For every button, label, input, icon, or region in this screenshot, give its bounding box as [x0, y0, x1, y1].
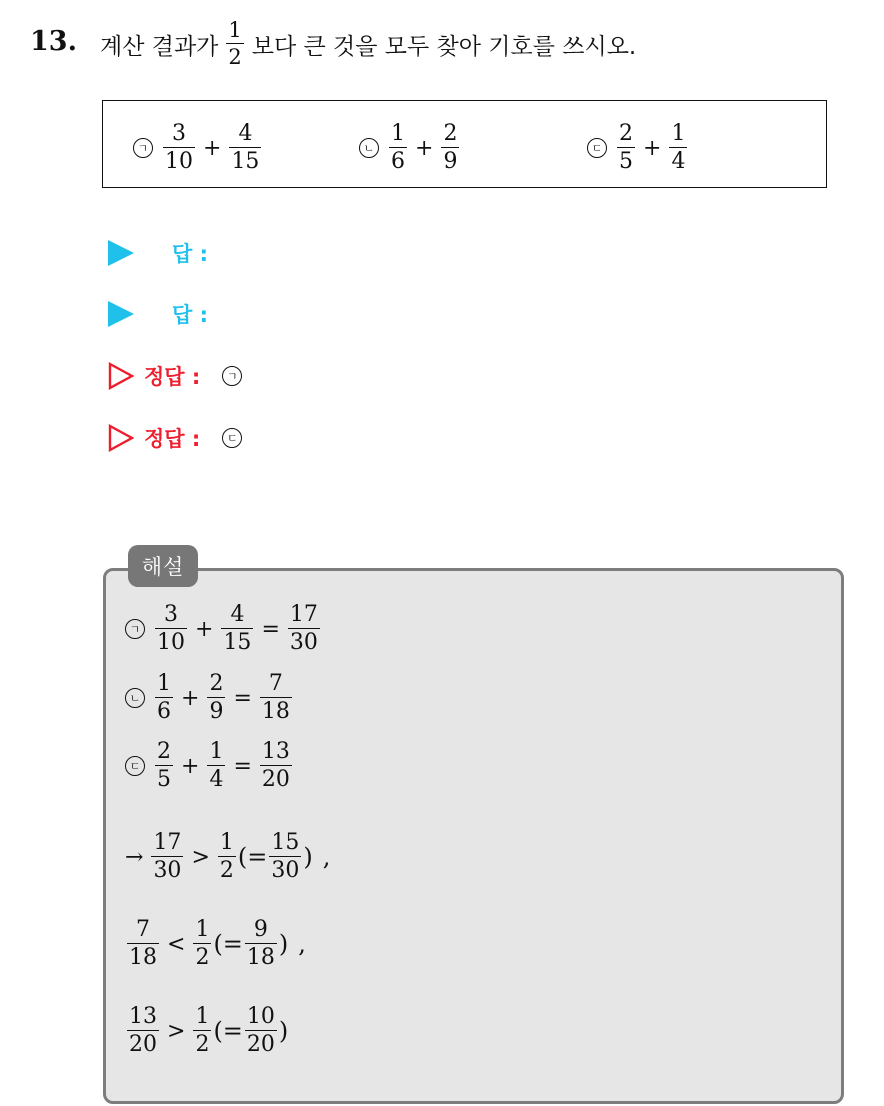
comparison-line-3: [125, 1006, 288, 1056]
choice-c: [587, 123, 689, 173]
comma: ,: [322, 843, 331, 871]
equals-sign: =: [233, 753, 252, 779]
fraction-denominator: 2: [228, 45, 242, 69]
fraction: $\frac{2}{5}$: [619, 121, 633, 174]
fraction: $\frac{1}{4}$: [209, 739, 224, 792]
fraction: $\frac{2}{5}$: [157, 739, 171, 792]
solution-line-c: [125, 741, 294, 791]
fraction: $\frac{7}{18}$: [129, 917, 157, 970]
plus-sign: +: [643, 135, 662, 161]
solution-line-b: [125, 673, 294, 723]
fraction-numerator: 1: [228, 18, 242, 42]
choice-box: [102, 100, 827, 188]
half-fraction: $\frac{1}{2}$: [195, 917, 210, 970]
open-paren: (=: [237, 843, 268, 871]
choice-mark: ㄱ: [133, 138, 153, 158]
fraction: $\frac{2}{9}$: [209, 671, 224, 724]
outline-arrow-icon: [108, 424, 134, 452]
comma: ,: [298, 930, 306, 958]
equivalent-fraction: $\frac{15}{30}$: [271, 830, 300, 883]
fraction: $\frac{1}{4}$: [671, 121, 686, 174]
answer-row-1[interactable]: [108, 238, 208, 268]
play-arrow-icon: [108, 301, 134, 327]
question-text-before: 계산 결과가: [100, 33, 219, 60]
question-text-after: 보다 큰 것을 모두 찾아 기호를 쓰시오.: [251, 33, 637, 60]
answer-label: 답 :: [172, 303, 208, 327]
comparison-line-2: [125, 919, 306, 969]
comparison-sign: >: [167, 1018, 186, 1044]
fraction: $\frac{17}{30}$: [153, 830, 182, 883]
comparison-line-1: [125, 832, 330, 882]
fraction: $\frac{1}{6}$: [391, 121, 405, 174]
fraction: $\frac{3}{10}$: [157, 602, 185, 655]
correct-answer-mark: ㄷ: [222, 428, 242, 448]
close-paren: ): [278, 930, 289, 958]
close-paren: ): [278, 1017, 289, 1045]
open-paren: (=: [213, 1017, 243, 1045]
answer-row-2[interactable]: [108, 299, 208, 329]
play-arrow-icon: [108, 240, 134, 266]
fraction: $\frac{3}{10}$: [165, 121, 193, 174]
close-paren: ): [303, 843, 313, 871]
plus-sign: +: [195, 616, 214, 642]
fraction: $\frac{4}{15}$: [223, 602, 252, 655]
half-fraction: $\frac{1}{2}$: [219, 830, 234, 883]
choice-mark: ㄷ: [125, 756, 145, 776]
fraction: $\frac{2}{9}$: [443, 121, 458, 174]
fraction: $\frac{13}{20}$: [129, 1004, 157, 1057]
correct-label: 정답 :: [144, 365, 201, 389]
equivalent-fraction: $\frac{10}{20}$: [246, 1004, 275, 1057]
answer-label: 답 :: [172, 242, 208, 266]
open-paren: (=: [213, 930, 243, 958]
plus-sign: +: [181, 753, 200, 779]
half-fraction: $\frac{1}{2}$: [195, 1004, 210, 1057]
fraction: $\frac{4}{15}$: [231, 121, 260, 174]
correct-answer-row-2: [108, 423, 250, 453]
plus-sign: +: [415, 135, 434, 161]
choice-mark: ㄴ: [125, 688, 145, 708]
comparison-sign: >: [191, 844, 210, 870]
question-text: [100, 20, 636, 68]
result-fraction: $\frac{13}{20}$: [261, 739, 290, 792]
choice-mark: ㄷ: [587, 138, 607, 158]
result-fraction: $\frac{17}{30}$: [289, 602, 318, 655]
choice-b: [359, 123, 461, 173]
correct-answer-row-1: [108, 361, 250, 391]
result-fraction: $\frac{7}{18}$: [261, 671, 290, 724]
correct-label: 정답 :: [144, 427, 201, 451]
equivalent-fraction: $\frac{9}{18}$: [246, 917, 275, 970]
choice-a: [133, 123, 263, 173]
equals-sign: =: [233, 685, 252, 711]
fraction: $\frac{1}{6}$: [157, 671, 171, 724]
solution-tab: 해설: [128, 545, 198, 587]
correct-answer-mark: ㄱ: [222, 366, 242, 386]
choice-mark: ㄴ: [359, 138, 379, 158]
choice-mark: ㄱ: [125, 619, 145, 639]
question-fraction: [226, 20, 243, 68]
plus-sign: +: [203, 135, 222, 161]
question-number: 13.: [30, 26, 77, 57]
comparison-sign: <: [167, 931, 186, 957]
outline-arrow-icon: [108, 362, 134, 390]
solution-line-a: [125, 604, 322, 654]
arrow-right-icon: →: [125, 844, 144, 870]
plus-sign: +: [181, 685, 200, 711]
equals-sign: =: [261, 616, 280, 642]
